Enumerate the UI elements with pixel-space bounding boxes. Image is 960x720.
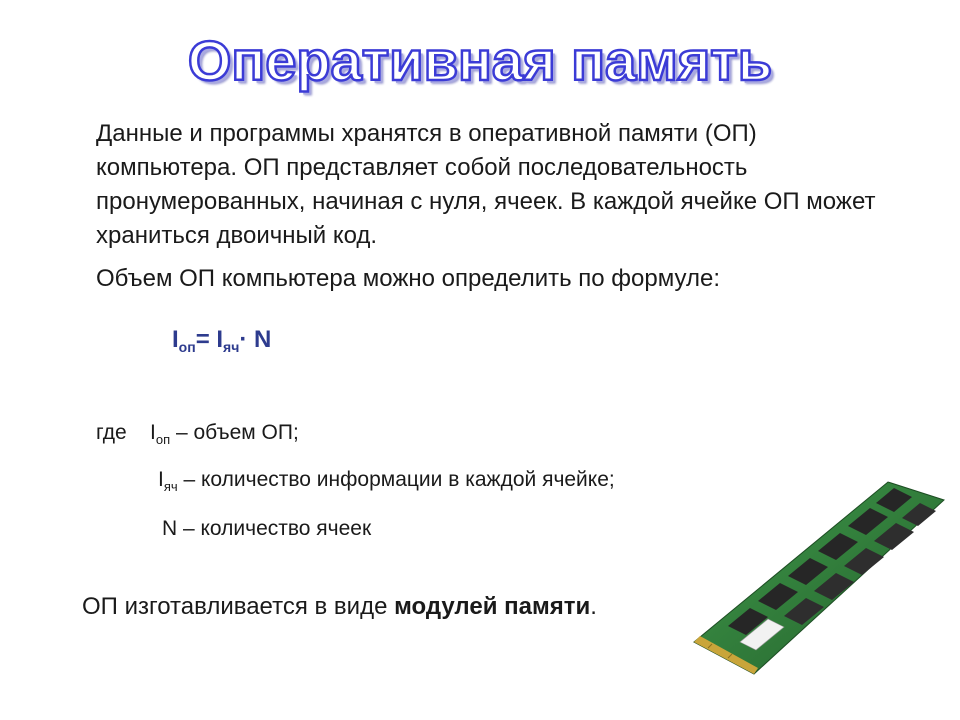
memory-formula (172, 326, 271, 355)
formula-lhs-sub: оп (178, 339, 196, 355)
modules-prefix: ОП изготавливается в виде (82, 593, 395, 620)
definition-cell-info (158, 468, 615, 494)
modules-suffix: . (590, 593, 597, 620)
formula-intro: Объем ОП компьютера можно определить по формуле: (96, 265, 720, 292)
definition-symbol-sub: оп (155, 432, 171, 447)
definition-volume (96, 421, 299, 447)
modules-bold: модулей памяти (394, 593, 591, 620)
intro-paragraph: Данные и программы хранятся в оперативной памяти (ОП) компьютера. ОП представляет собой последовательность пронумерованных, начиная с нуля, ячеек. В каждой ячейке ОП может храниться двоичный код. (96, 120, 876, 249)
modules-sentence (82, 593, 597, 621)
definition-text: – объем ОП; (170, 421, 299, 444)
formula-equals: = (195, 326, 217, 353)
formula-lhs: I (172, 326, 179, 353)
formula-rhs: I (216, 326, 224, 353)
slide-title: Оперативная память (187, 29, 773, 92)
definition-symbol: I (150, 421, 156, 444)
formula-rhs-sub: яч (223, 339, 240, 355)
definition-symbol: I (158, 468, 164, 491)
formula-tail: · N (239, 326, 272, 353)
definition-where: где (96, 421, 127, 444)
ram-module-image (688, 476, 950, 680)
definition-cell-count: N – количество ячеек (162, 517, 372, 540)
ram-board (694, 482, 944, 674)
definition-text: – количество информации в каждой ячейке; (177, 468, 615, 491)
definition-symbol-sub: яч (163, 479, 178, 494)
